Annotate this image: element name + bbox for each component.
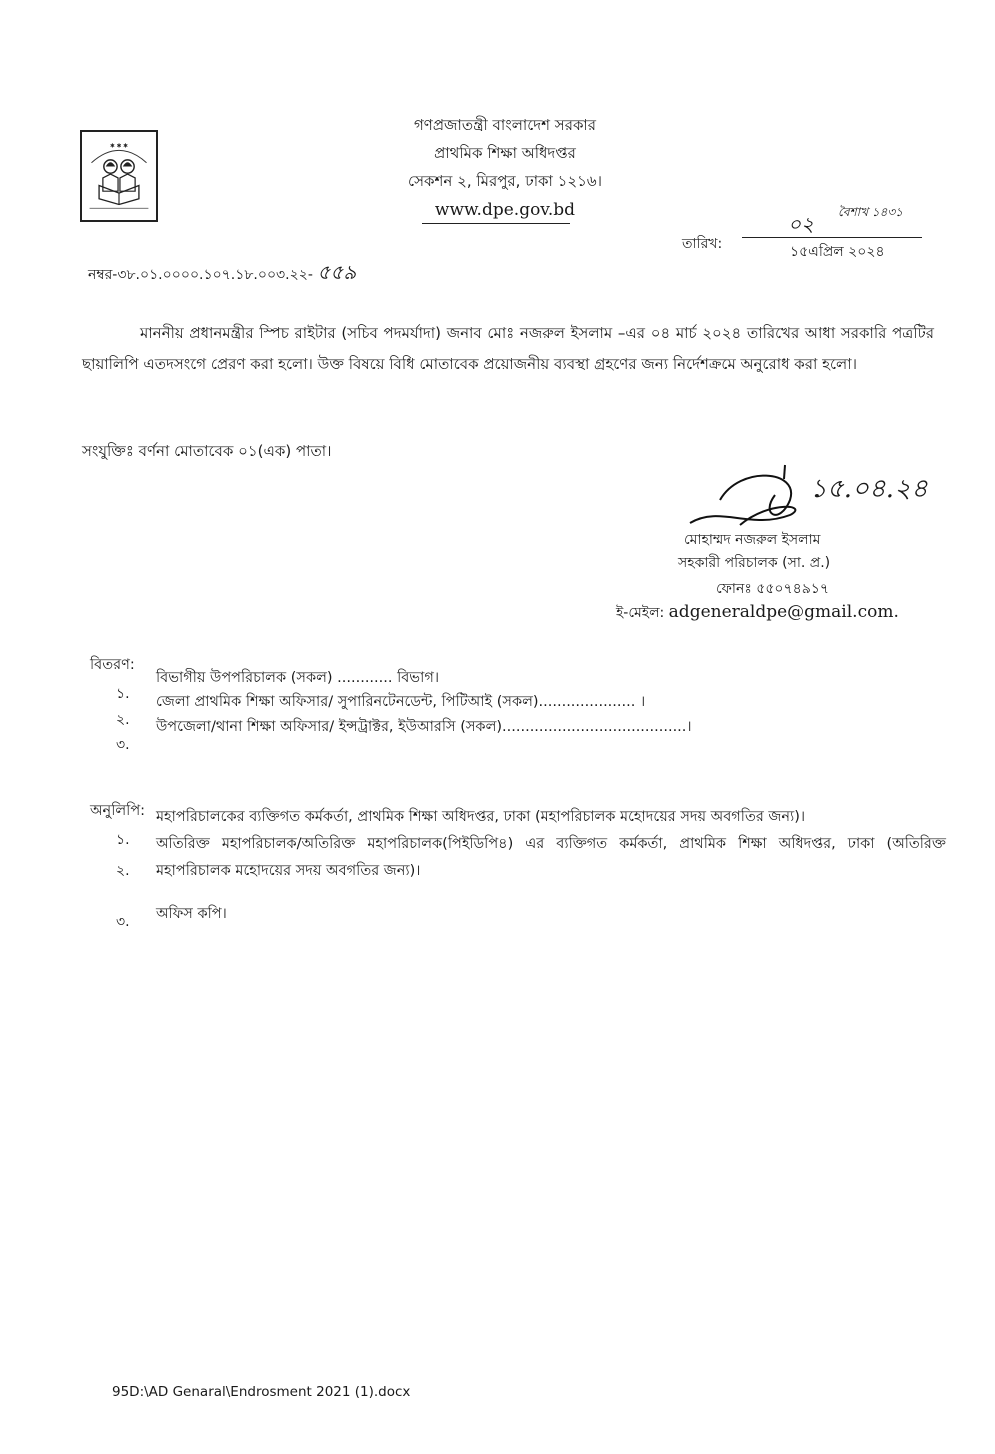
date-bangla-day: ০২ (788, 212, 815, 236)
date-bangla-month: বৈশাখ ১৪৩১ (838, 205, 903, 219)
header-website-link[interactable]: www.dpe.gov.bd (434, 200, 576, 220)
signer-email-label: ই-মেইল: (616, 605, 665, 621)
distribution-item-number: ৩. (116, 737, 130, 753)
website-underline (422, 223, 570, 224)
body-paragraph-text: মাননীয় প্রধানমন্ত্রীর স্পিচ রাইটার (সচিব পদমর্যাদা) জনাব মোঃ নজরুল ইসলাম –এর ০৪ মার্চ ২০২৪ তারিখের আধা সরকারি পত্রটির ছায়ালিপি এতদসংগে প্রেরণ করা হলো। উক্ত বিষয়ে বিধি মোতাবেক প্রয়োজনীয় ব্যবস্থা গ্রহণের জন্য নির্দেশক্রমে অনুরোধ করা হলো। (82, 324, 934, 373)
copies-item-1: মহাপরিচালকের ব্যক্তিগত কর্মকর্তা, প্রাথমিক শিক্ষা অধিদপ্তর, ঢাকা (মহাপরিচালক মহোদয়ের সদয় অবগতির জন্য)। (156, 809, 806, 825)
memo-number-label: নম্বর-৩৮.০১.০০০০.১০৭.১৮.০০৩.২২- (88, 267, 313, 283)
footer-filepath: 95D:\AD Genaral\Endrosment 2021 (1).docx (112, 1384, 411, 1400)
header-government: গণপ্রজাতন্ত্রী বাংলাদেশ সরকার (413, 116, 597, 134)
body-paragraph (82, 318, 934, 380)
copies-item-2: অতিরিক্ত মহাপরিচালক/অতিরিক্ত মহাপরিচালক(পিইডিপি৪) এর ব্যক্তিগত কর্মকর্তা, প্রাথমিক শিক্ষা অধিদপ্তর, ঢাকা (অতিরিক্ত মহাপরিচালক মহোদয়ের সদয় অবগতির জন্য)। (156, 836, 946, 879)
signer-email-row (616, 601, 899, 625)
distribution-item-number: ১. (116, 686, 130, 702)
date-divider (742, 237, 922, 238)
date-label: তারিখ: (682, 236, 723, 252)
distribution-item-3: উপজেলা/থানা শিক্ষা অফিসার/ ইন্সট্রাক্টর, ইউআরসি (সকল)........................................। (156, 719, 692, 735)
memo-number (88, 258, 356, 291)
date-english: ১৫এপ্রিল ২০২৪ (790, 244, 885, 260)
distribution-title: বিতরণ: (90, 657, 135, 673)
signer-phone: ফোনঃ ৫৫০৭৪৯১৭ (716, 581, 829, 597)
header-address: সেকশন ২, মিরপুর, ঢাকা ১২১৬। (408, 172, 602, 190)
copies-item-number: ৩. (116, 914, 130, 930)
distribution-item-number: ২. (116, 712, 130, 728)
svg-text:✱ ✱ ✱: ✱ ✱ ✱ (110, 143, 128, 150)
signer-designation: সহকারী পরিচালক (সা. প্র.) (678, 555, 831, 571)
header-directorate: প্রাথমিক শিক্ষা অধিদপ্তর (434, 144, 576, 162)
signature-date-handwritten: ১৫.০৪.২৪ (810, 474, 928, 504)
copies-item-3: অফিস কপি। (156, 906, 227, 922)
logo-emblem-icon (82, 132, 156, 220)
dpe-logo (80, 130, 158, 222)
distribution-item-2: জেলা প্রাথমিক শিক্ষা অফিসার/ সুপারিনটেনডেন্ট, পিটিআই (সকল)..................... । (156, 694, 646, 710)
memo-number-handwritten: ৫৫৯ (317, 260, 357, 284)
copies-item-number: ১. (116, 832, 130, 848)
copies-item-number: ২. (116, 863, 130, 879)
attachment-note: সংযুক্তিঃ বর্ণনা মোতাবেক ০১(এক) পাতা। (82, 442, 332, 460)
distribution-item-1: বিভাগীয় উপপরিচালক (সকল) ............ বিভাগ। (156, 670, 440, 686)
copies-title: অনুলিপি: (90, 803, 146, 819)
signer-name: মোহাম্মদ নজরুল ইসলাম (684, 532, 821, 548)
signer-email-link[interactable]: adgeneraldpe@gmail.com. (668, 602, 899, 622)
